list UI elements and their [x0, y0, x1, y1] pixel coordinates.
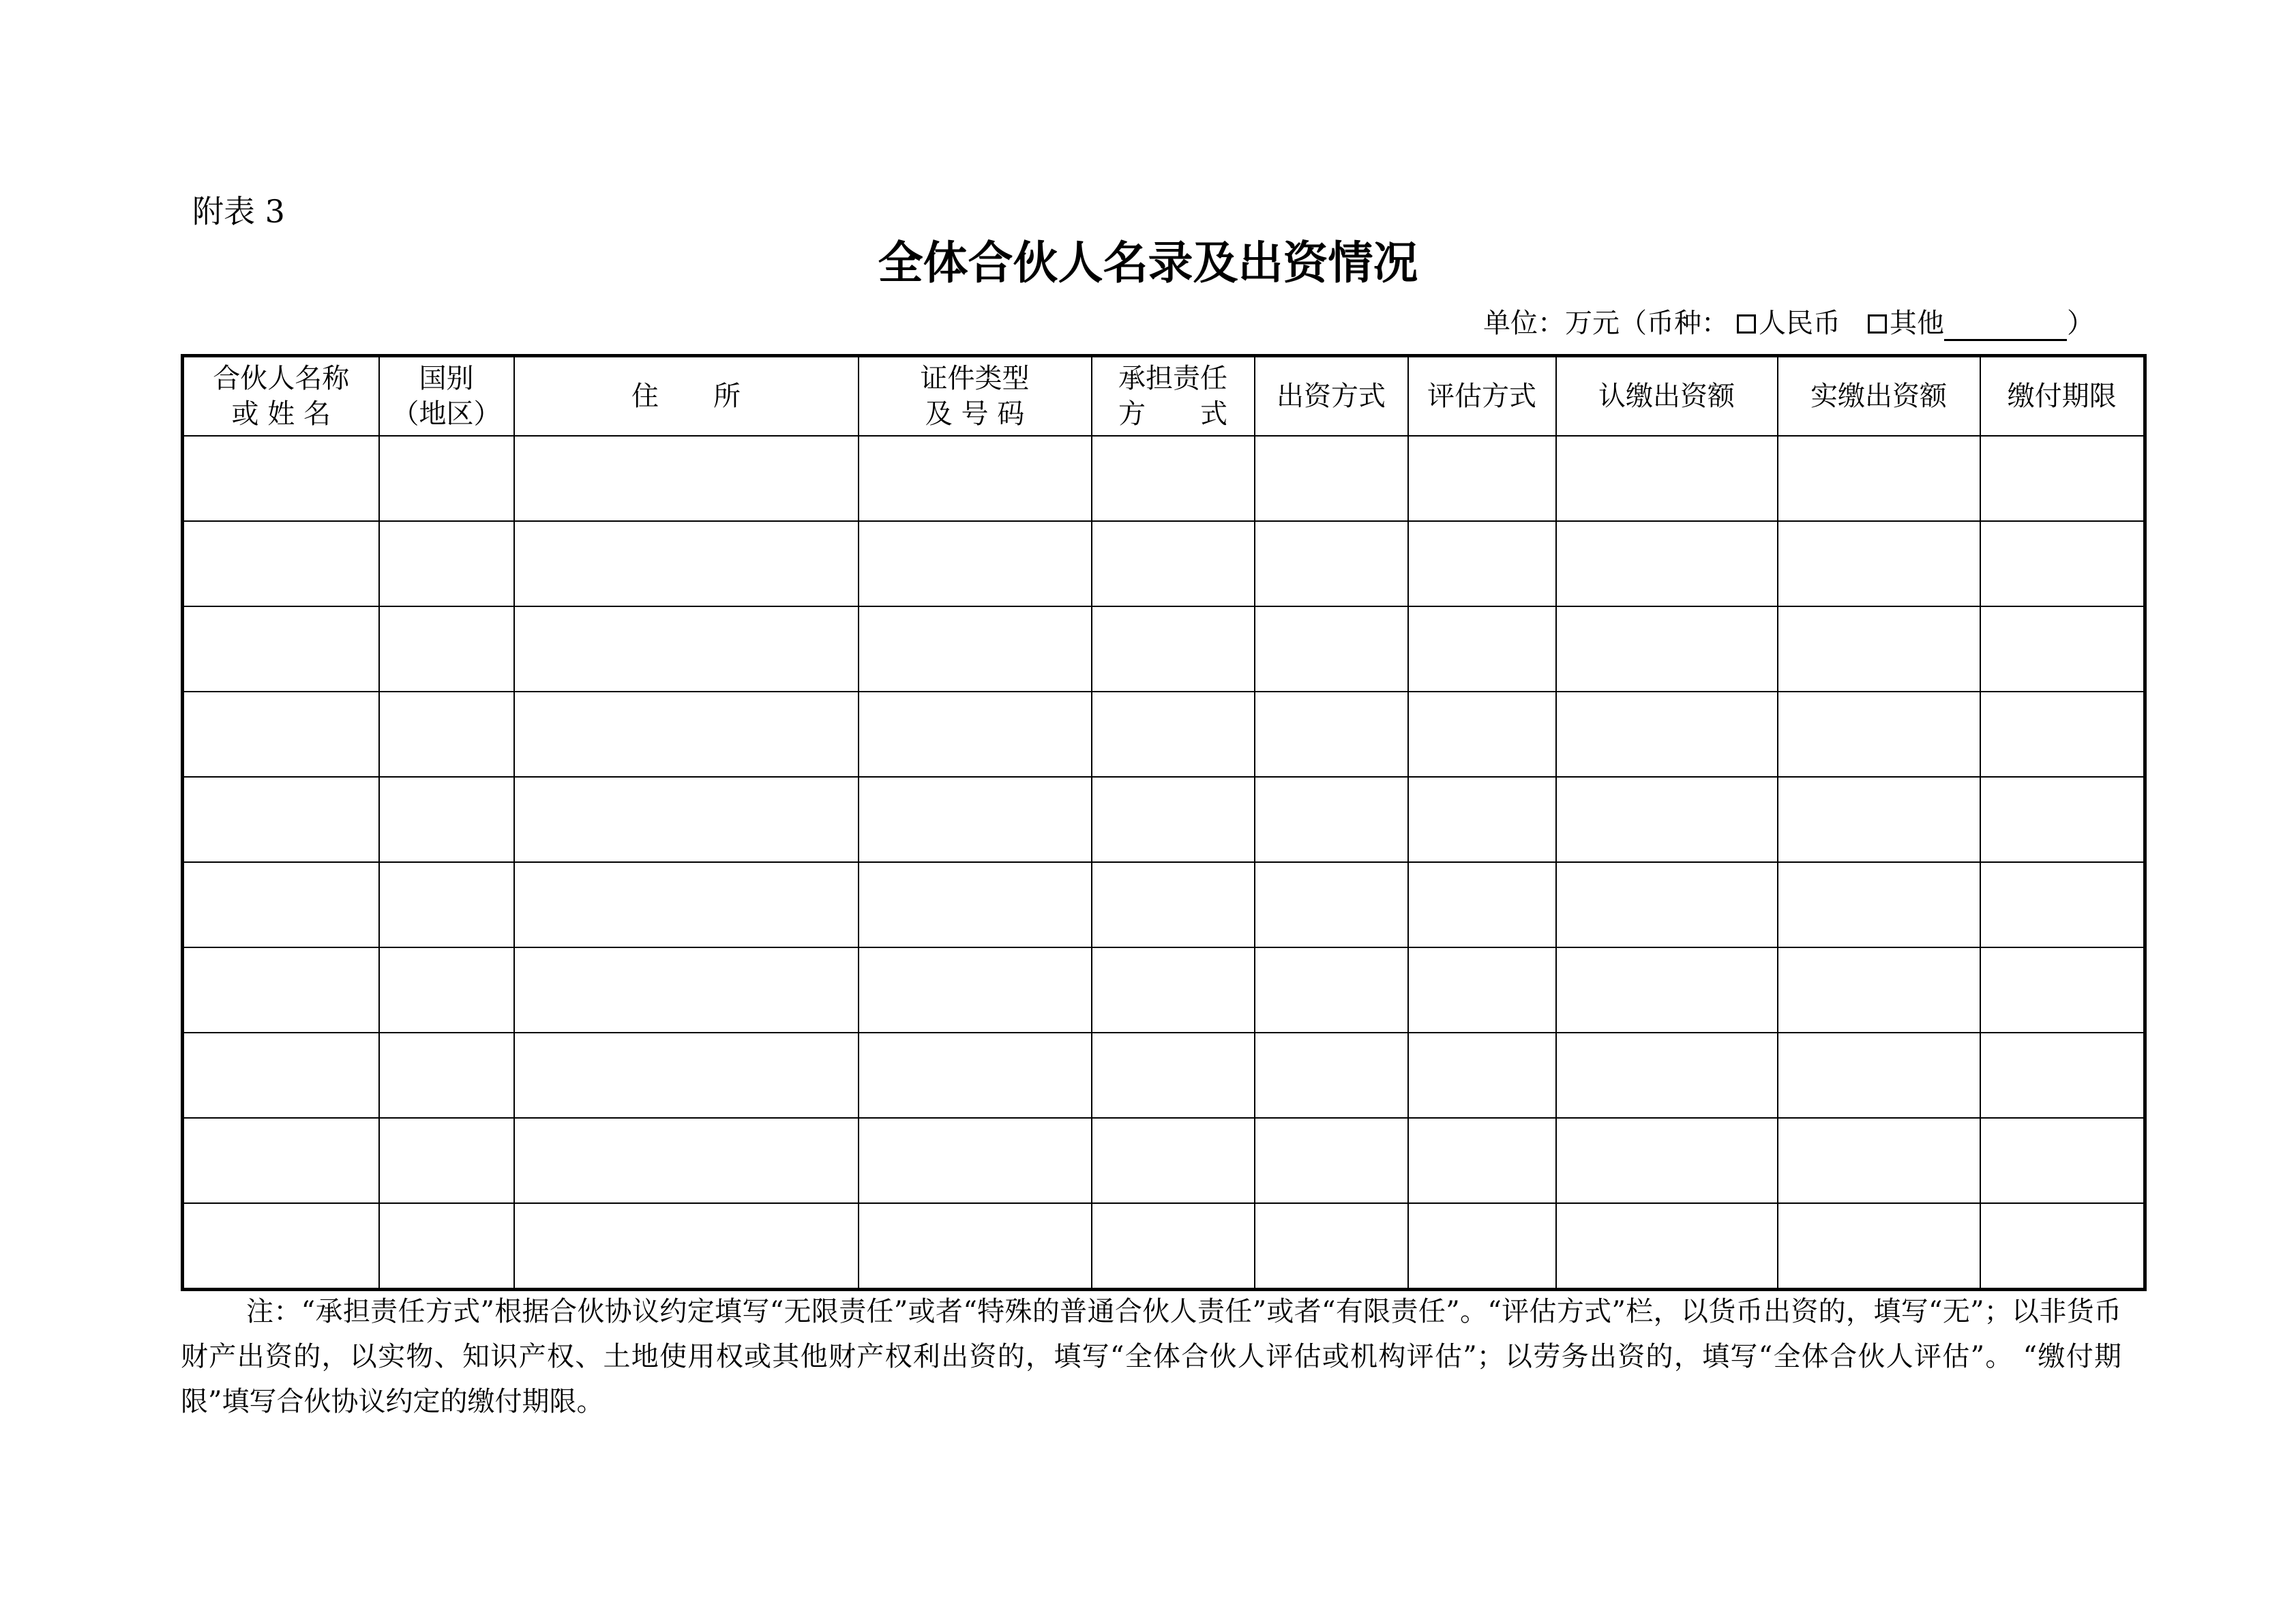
blank-cell[interactable] [1778, 777, 1980, 862]
unit-prefix: 单位：万元（币种： [1483, 308, 1729, 339]
blank-cell[interactable] [859, 436, 1092, 521]
blank-cell[interactable] [183, 777, 379, 862]
col-header-partner-name: 合伙人名称 或 姓 名 [183, 356, 379, 437]
blank-cell[interactable] [1980, 947, 2145, 1033]
blank-cell[interactable] [1408, 436, 1556, 521]
blank-cell[interactable] [1255, 1118, 1408, 1203]
blank-cell[interactable] [514, 1118, 859, 1203]
blank-cell[interactable] [379, 1118, 514, 1203]
blank-cell[interactable] [1255, 1033, 1408, 1118]
table-row [183, 436, 2145, 521]
blank-cell[interactable] [1092, 521, 1255, 606]
blank-cell[interactable] [379, 947, 514, 1033]
blank-cell[interactable] [1778, 1203, 1980, 1290]
blank-cell[interactable] [514, 606, 859, 692]
blank-cell[interactable] [1092, 606, 1255, 692]
blank-cell[interactable] [1778, 606, 1980, 692]
col-header-payment-deadline: 缴付期限 [1980, 356, 2145, 437]
blank-cell[interactable] [514, 436, 859, 521]
blank-cell[interactable] [379, 692, 514, 777]
blank-cell[interactable] [379, 777, 514, 862]
table-row [183, 947, 2145, 1033]
blank-cell[interactable] [1255, 606, 1408, 692]
blank-cell[interactable] [379, 436, 514, 521]
partner-register-table [181, 354, 2147, 1291]
blank-cell[interactable] [1778, 947, 1980, 1033]
table-row [183, 606, 2145, 692]
blank-cell[interactable] [514, 1033, 859, 1118]
blank-cell[interactable] [859, 777, 1092, 862]
blank-cell[interactable] [1556, 692, 1778, 777]
table-row [183, 692, 2145, 777]
table-row [183, 777, 2145, 862]
unit-currency-line [1483, 306, 2094, 341]
other-currency-blank[interactable] [1944, 313, 2067, 341]
blank-cell[interactable] [1408, 1118, 1556, 1203]
unit-suffix: ） [2067, 308, 2094, 339]
blank-cell[interactable] [1255, 1203, 1408, 1290]
col-header-country: 国别 （地区） [379, 356, 514, 437]
blank-cell[interactable] [514, 692, 859, 777]
col-header-paid-amount: 实缴出资额 [1778, 356, 1980, 437]
header-row [183, 356, 2145, 437]
col-header-subscribed-amount: 认缴出资额 [1556, 356, 1778, 437]
blank-cell[interactable] [183, 692, 379, 777]
blank-cell[interactable] [1092, 1203, 1255, 1290]
blank-cell[interactable] [1408, 521, 1556, 606]
blank-cell[interactable] [1980, 692, 2145, 777]
footnote: 注：“承担责任方式”根据合伙协议约定填写“无限责任”或者“特殊的普通合伙人责任”或者“有限责任”。“评估方式”栏，以货币出资的，填写“无”；以非货币财产出资的，以实物、知识产权、土地使用权或其他财产权利出资的，填写“全体合伙人评估或机构评估”；以劳务出资的，填写“全体合伙人评估”。 “缴付期限”填写合伙协议约定的缴付期限。 [181, 1296, 2121, 1417]
blank-cell[interactable] [1092, 862, 1255, 947]
blank-cell[interactable] [183, 436, 379, 521]
blank-cell[interactable] [1778, 1033, 1980, 1118]
blank-cell[interactable] [1556, 862, 1778, 947]
blank-cell[interactable] [1092, 777, 1255, 862]
blank-cell[interactable] [1778, 436, 1980, 521]
option-rmb-label: 人民币 [1759, 308, 1840, 339]
checkbox-other[interactable] [1868, 314, 1887, 334]
appendix-label: 附表 3 [192, 193, 285, 230]
blank-cell[interactable] [1778, 1118, 1980, 1203]
blank-cell[interactable] [1408, 1033, 1556, 1118]
blank-cell[interactable] [859, 606, 1092, 692]
blank-cell[interactable] [183, 606, 379, 692]
blank-cell[interactable] [1092, 1118, 1255, 1203]
col-header-address: 住 所 [514, 356, 859, 437]
blank-cell[interactable] [1255, 777, 1408, 862]
table-row [183, 1033, 2145, 1118]
blank-cell[interactable] [1556, 606, 1778, 692]
blank-cell[interactable] [1408, 606, 1556, 692]
blank-cell[interactable] [1556, 947, 1778, 1033]
blank-cell[interactable] [1408, 862, 1556, 947]
blank-cell[interactable] [183, 1118, 379, 1203]
blank-cell[interactable] [1092, 692, 1255, 777]
blank-cell[interactable] [379, 521, 514, 606]
blank-cell[interactable] [183, 1033, 379, 1118]
blank-cell[interactable] [1408, 777, 1556, 862]
blank-cell[interactable] [1980, 1203, 2145, 1290]
blank-cell[interactable] [1408, 947, 1556, 1033]
blank-cell[interactable] [1255, 862, 1408, 947]
blank-cell[interactable] [1778, 692, 1980, 777]
option-other-label: 其他 [1890, 308, 1944, 339]
blank-cell[interactable] [1255, 947, 1408, 1033]
blank-cell[interactable] [1980, 862, 2145, 947]
blank-cell[interactable] [1255, 692, 1408, 777]
blank-cell[interactable] [859, 1118, 1092, 1203]
blank-cell[interactable] [1092, 947, 1255, 1033]
blank-cell[interactable] [1980, 521, 2145, 606]
blank-cell[interactable] [514, 862, 859, 947]
checkbox-rmb[interactable] [1737, 314, 1756, 334]
col-header-liability-type: 承担责任 方 式 [1092, 356, 1255, 437]
blank-cell[interactable] [1980, 777, 2145, 862]
blank-cell[interactable] [379, 1033, 514, 1118]
blank-cell[interactable] [859, 1033, 1092, 1118]
blank-cell[interactable] [1556, 1033, 1778, 1118]
blank-cell[interactable] [1556, 1118, 1778, 1203]
blank-cell[interactable] [183, 947, 379, 1033]
col-header-id-type-number: 证件类型 及 号 码 [859, 356, 1092, 437]
blank-cell[interactable] [1092, 436, 1255, 521]
table-row [183, 1203, 2145, 1290]
table-row [183, 521, 2145, 606]
blank-cell[interactable] [1556, 521, 1778, 606]
blank-cell[interactable] [1778, 521, 1980, 606]
blank-cell[interactable] [1092, 1033, 1255, 1118]
col-header-valuation-method: 评估方式 [1408, 356, 1556, 437]
blank-cell[interactable] [1980, 1033, 2145, 1118]
blank-cell[interactable] [1556, 1203, 1778, 1290]
blank-cell[interactable] [1980, 436, 2145, 521]
blank-cell[interactable] [183, 862, 379, 947]
blank-cell[interactable] [183, 521, 379, 606]
blank-cell[interactable] [1408, 692, 1556, 777]
blank-cell[interactable] [379, 606, 514, 692]
col-header-contribution-method: 出资方式 [1255, 356, 1408, 437]
blank-cell[interactable] [514, 947, 859, 1033]
form-title: 全体合伙人名录及出资情况 [878, 236, 1418, 289]
blank-cell[interactable] [859, 1203, 1092, 1290]
blank-cell[interactable] [859, 521, 1092, 606]
blank-cell[interactable] [514, 777, 859, 862]
blank-cell[interactable] [859, 862, 1092, 947]
blank-cell[interactable] [1408, 1203, 1556, 1290]
blank-cell[interactable] [514, 521, 859, 606]
blank-cell[interactable] [183, 1203, 379, 1290]
table-row [183, 1118, 2145, 1203]
blank-cell[interactable] [1556, 777, 1778, 862]
blank-cell[interactable] [1255, 436, 1408, 521]
blank-cell[interactable] [859, 947, 1092, 1033]
blank-cell[interactable] [1980, 1118, 2145, 1203]
blank-cell[interactable] [514, 1203, 859, 1290]
table-row [183, 862, 2145, 947]
blank-cell[interactable] [1255, 521, 1408, 606]
blank-cell[interactable] [379, 862, 514, 947]
blank-cell[interactable] [379, 1203, 514, 1290]
blank-cell[interactable] [1980, 606, 2145, 692]
blank-cell[interactable] [1778, 862, 1980, 947]
blank-cell[interactable] [1556, 436, 1778, 521]
blank-cell[interactable] [859, 692, 1092, 777]
